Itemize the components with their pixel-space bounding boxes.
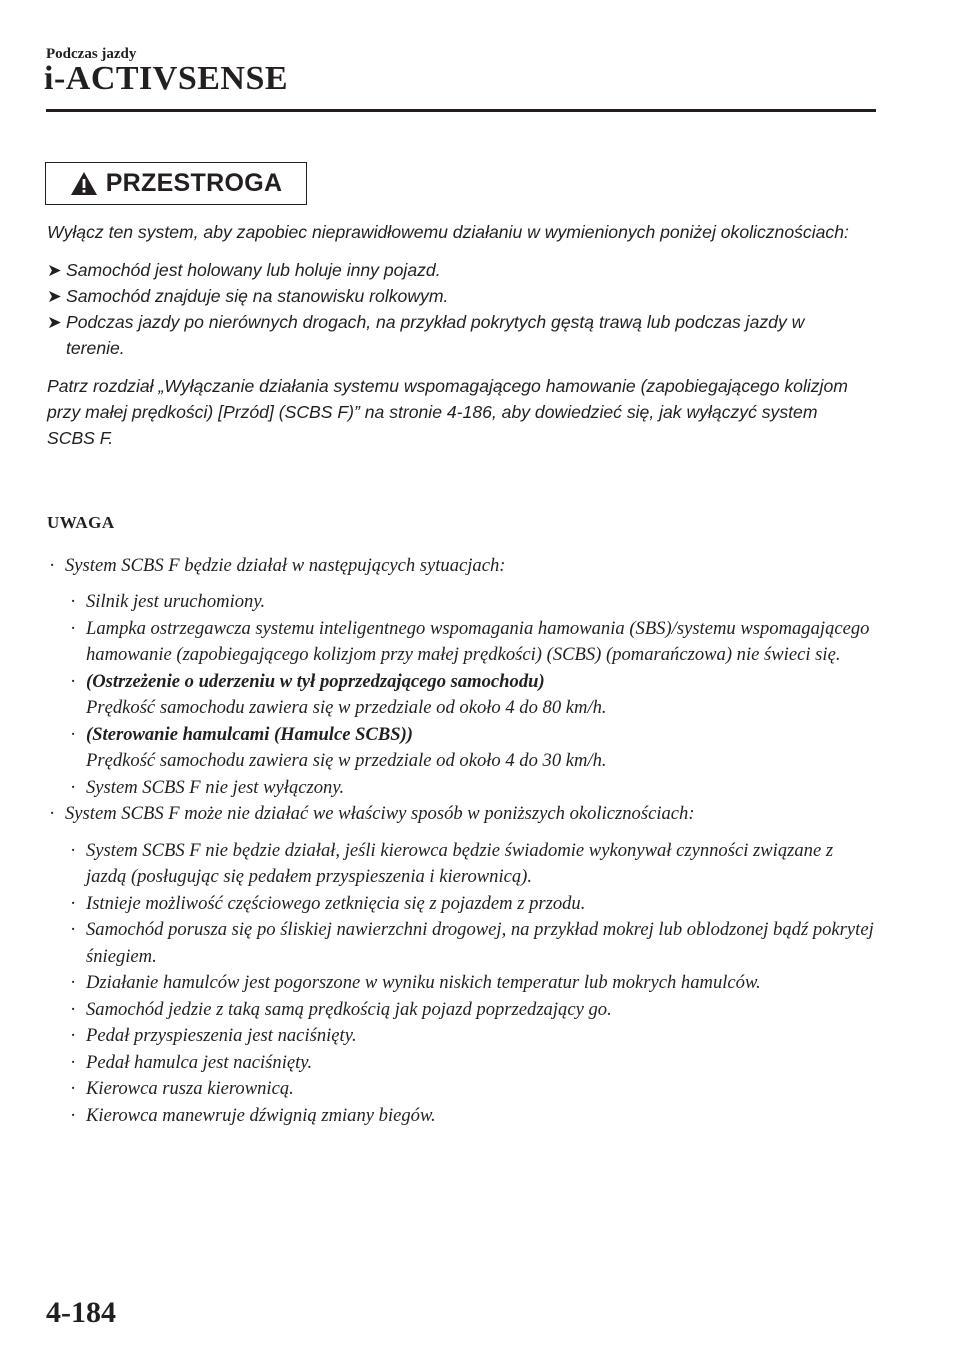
caution-label: PRZESTROGA [105,169,283,197]
bullet-dot: · [70,723,77,745]
bullet-dot: · [70,919,77,940]
bullet-dot: · [70,617,77,639]
bullet-dot: · [70,591,77,612]
bullet-dot: · [49,803,56,824]
bullet-dot: · [49,554,56,576]
caution-body [47,219,867,451]
arrow-bullet-icon: ➤ [47,286,62,306]
bullet-dot: · [70,972,77,993]
bullet-dot: · [70,776,77,798]
note-subbullet: · Pedał hamulca jest naciśnięty. [47,1050,877,1077]
section-heading: Podczas jazdy [46,46,137,62]
note-subbullet: · Kierowca rusza kierownicą. [47,1076,877,1103]
arrow-bullet-icon: ➤ [47,312,62,332]
note-subbullet: · Istnieje możliwość częściowego zetknięcia się z pojazdem z przodu. [47,891,877,918]
note-heading: UWAGA [47,513,115,532]
caution-reference: Patrz rozdział „Wyłączanie działania systemu wspomagającego hamowanie (zapobiegającego kolizjom przy małej prędkości) [Przód] (SCBS F)” na stronie 4-186, aby dowiedzieć się, jak wyłączyć system SCBS F. [47,376,848,448]
note-subbullet: · Działanie hamulców jest pogorszone w wyniku niskich temperatur lub mokrych hamulców. [47,970,877,997]
bullet-dot: · [70,670,77,692]
warning-triangle-icon [70,171,98,196]
bullet-dot: · [70,892,77,914]
note-subbullet: · System SCBS F nie jest wyłączony. [47,775,877,802]
bullet-dot: · [70,1025,77,1046]
page-number: 4-184 [46,1296,116,1329]
note-bullet: · System SCBS F będzie działał w następujących sytuacjach: [47,553,877,580]
note-subbullet: · (Ostrzeżenie o uderzeniu w tył poprzedzającego samochodu) Prędkość samochodu zawiera się w przedziale od około 4 do 80 km/h. [70,670,607,718]
caution-item: ➤ Samochód jest holowany lub holuje inny pojazd. [47,257,867,283]
note-section [47,510,877,1129]
note-subbullet: · Silnik jest uruchomiony. [47,589,877,616]
note-subbullet: · Kierowca manewruje dźwignią zmiany biegów. [47,1103,877,1130]
bullet-dot: · [70,1051,77,1073]
title-divider [46,109,876,112]
note-subbullet: · Samochód jedzie z taką samą prędkością jak pojazd poprzedzający go. [47,997,877,1024]
bullet-dot: · [70,839,77,861]
note-subbullet: · Lampka ostrzegawcza systemu inteligentnego wspomagania hamowania (SBS)/systemu wspomagającego hamowanie (zapobiegającego kolizjom przy małej prędkości) (SCBS) (pomarańczowa) nie świeci się. [70,617,870,665]
page-title: i-ACTIVSENSE [44,60,289,97]
caution-header [45,162,307,205]
note-subbullet: · Samochód porusza się po śliskiej nawierzchni drogowej, na przykład mokrej lub oblodzonej bądź pokrytej śniegiem. [70,919,874,967]
note-bullet: · System SCBS F może nie działać we właściwy sposób w poniższych okolicznościach: [47,801,877,828]
bullet-dot: · [70,1104,77,1126]
note-subbullet: · Pedał przyspieszenia jest naciśnięty. [47,1023,877,1050]
caution-item: ➤ Podczas jazdy po nierównych drogach, na przykład pokrytych gęstą trawą lub podczas jazdy w terenie. [47,309,867,361]
bullet-dot: · [70,998,77,1020]
arrow-bullet-icon: ➤ [47,260,62,280]
caution-list [47,257,867,361]
bullet-dot: · [70,1078,77,1099]
caution-item: ➤ Samochód znajduje się na stanowisku rolkowym. [47,283,867,309]
note-subbullet: · (Sterowanie hamulcami (Hamulce SCBS)) Prędkość samochodu zawiera się w przedziale od około 4 do 30 km/h. [70,723,607,771]
note-subbullet: · System SCBS F nie będzie działał, jeśli kierowca będzie świadomie wykonywał czynności związane z jazdą (posługując się pedałem przyspieszenia i kierownicą). [70,839,834,887]
caution-intro: Wyłącz ten system, aby zapobiec nieprawidłowemu działaniu w wymienionych poniżej okolicznościach: [47,222,849,242]
